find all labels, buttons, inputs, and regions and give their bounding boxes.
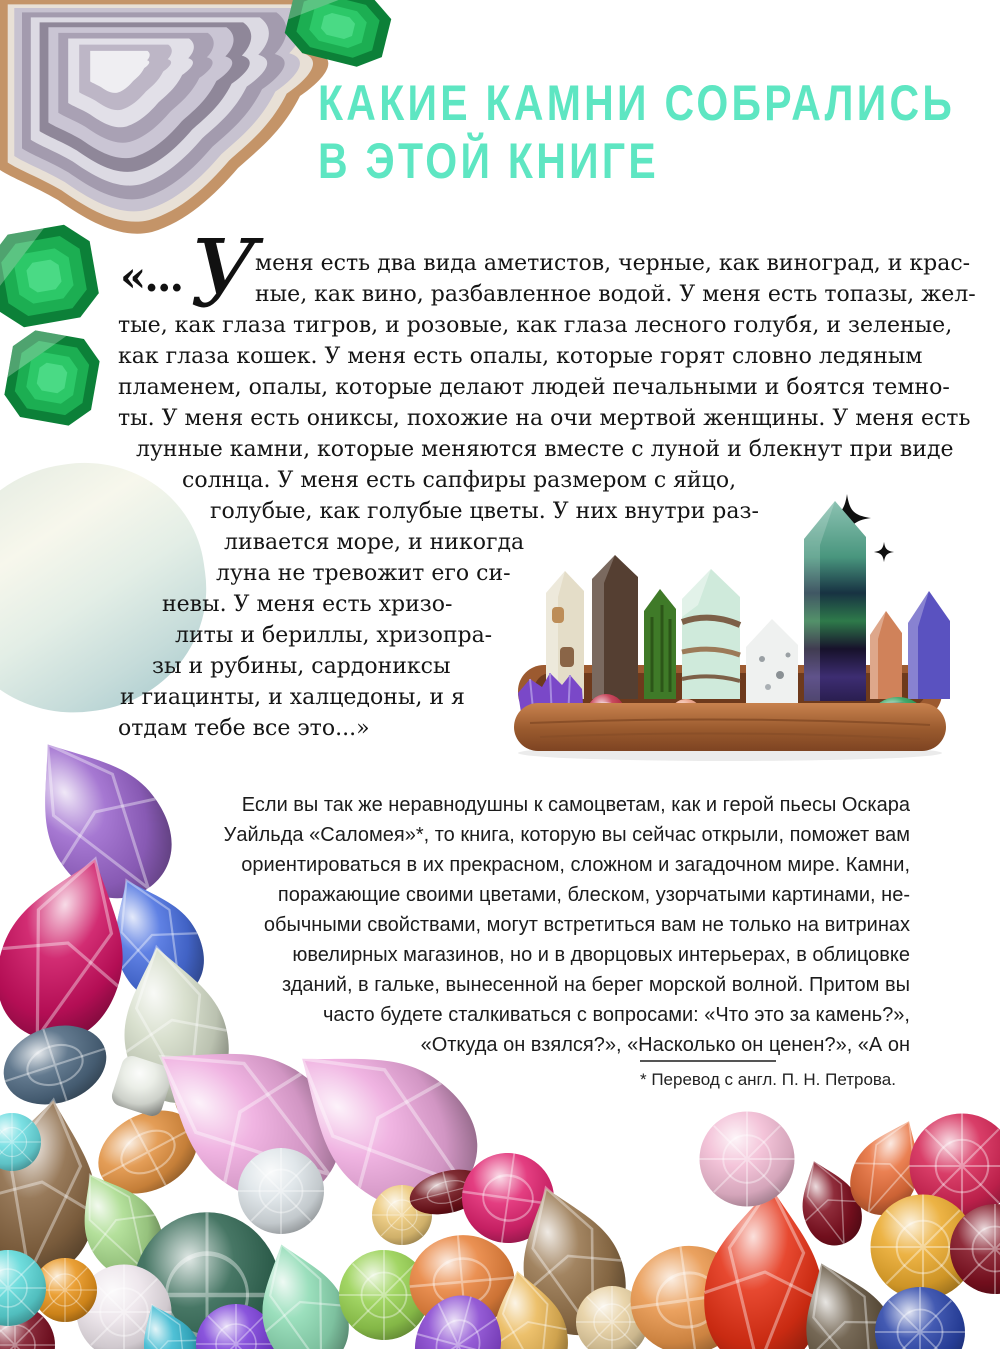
quote-line: ливается море, и никогда	[224, 530, 525, 555]
gem-lapis-lazuli-round	[875, 1287, 965, 1349]
gem-labradorite-oval	[0, 1013, 117, 1117]
quote-line: солнца. У меня есть сапфиры размером с яйцо,	[182, 468, 737, 493]
quote-line: и гиацинты, и халцедоны, и я	[120, 685, 465, 710]
quote-line: как глаза кошек. У меня есть опалы, которые горят словно ледяным	[118, 344, 923, 369]
emerald-gem-photo	[1, 327, 103, 429]
intro-line: зданий, в гальке, вынесенной на берег морской волной. Притом вы	[282, 974, 910, 996]
intro-line: Уайльда «Саломея»*, то книга, которую вы сейчас открыли, поможет вам	[223, 824, 910, 846]
quote-paragraph	[118, 248, 976, 744]
emerald-gem-photo	[0, 221, 102, 331]
quote-line: голубые, как голубые цветы. У них внутри раз-	[210, 499, 759, 524]
quote-line: пламенем, опалы, которые делают людей печальными и боятся темно-	[118, 375, 950, 400]
quote-line: ные, как вино, разбавленное водой. У меня есть топазы, жел-	[255, 282, 976, 307]
gem-rose-quartz-round	[700, 1112, 795, 1207]
intro-line: «Откуда он взялся?», «Насколько он ценен?», «А он	[420, 1034, 910, 1056]
intro-line: ориентироваться в их прекрасном, сложном и загадочном мире. Камни,	[241, 854, 910, 876]
quote-line: луна не тревожит его си-	[216, 561, 511, 586]
page-title-line1: КАКИЕ КАМНИ СОБРАЛИСЬ	[318, 75, 956, 131]
quote-open-mark: «...	[120, 252, 183, 301]
page-title	[318, 74, 955, 190]
quote-line: тые, как глаза тигров, и розовые, как глаза лесного голубя, и зеленые,	[118, 313, 953, 338]
quote-line: зы и рубины, сардониксы	[152, 654, 451, 679]
gem-collage-photo	[0, 700, 1000, 1349]
intro-line: обычными свойствами, могут встретиться вам не только на витринах	[263, 914, 910, 936]
quote-line: лунные камни, которые меняются вместе с луной и блекнут при виде	[136, 437, 954, 462]
intro-line: ювелирных магазинов, но и в дворцовых интерьерах, в облицовке	[292, 944, 910, 966]
quote-line: меня есть два вида аметистов, черные, как виноград, и крас-	[255, 251, 971, 276]
quote-line: отдам тебе все это...»	[118, 716, 370, 741]
quote-line: ты. У меня есть ониксы, похожие на очи мертвой женщины. У меня есть	[118, 406, 971, 431]
emerald-gem-photo	[281, 0, 395, 72]
intro-line: Если вы так же неравнодушны к самоцветам, как и герой пьесы Оскара	[241, 794, 910, 816]
page-title-line2: В ЭТОЙ КНИГЕ	[318, 133, 660, 189]
footnote: * Перевод с англ. П. Н. Петрова.	[640, 1070, 896, 1089]
intro-line: часто будете сталкиваться с вопросами: «Что это за камень?»,	[322, 1004, 910, 1026]
intro-line: поражающие своими цветами, блеском, узорчатыми картинами, не-	[277, 884, 910, 906]
quote-dropcap: У	[190, 220, 258, 329]
gem-diamond-round	[238, 1148, 324, 1234]
quote-line: невы. У меня есть хризо-	[162, 592, 453, 617]
quote-line: литы и бериллы, хризопра-	[175, 623, 493, 648]
